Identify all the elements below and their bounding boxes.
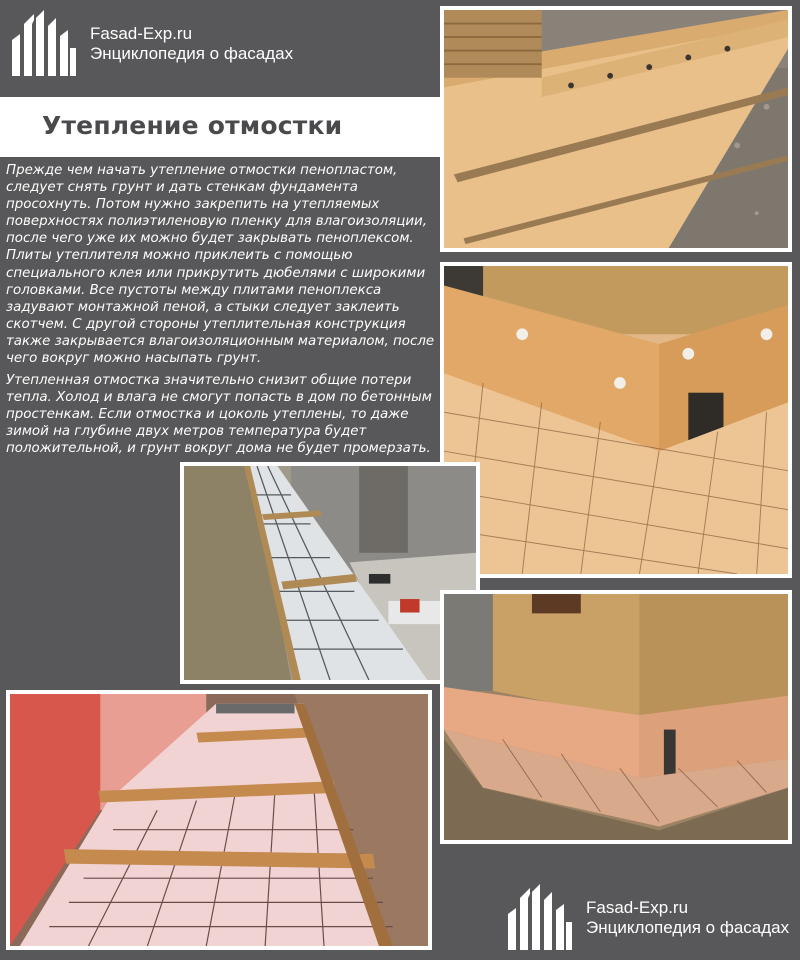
logo-site-name: Fasad-Exp.ru <box>90 24 193 43</box>
paragraph-intro: Прежде чем начать утепление отмостки пенопластом, следует снять грунт и дать стенкам фундамента просохнуть. Потом нужно закрепить на утепляемых поверхностях полиэтиленовую пленку для влагоизоляции, после чего уже их можно будет закрывать пеноплексом. Плиты утеплителя можно приклеить с помощью специального клея или прикрутить дюбелями с широкими головками. Все пустоты между плитами пеноплекса задувают монтажной пеной, а стыки следует заклеить скотчем. С другой стороны утеплительная конструкция также закрывается влагоизоляционным материалом, после чего вокруг можно насыпать грунт. <box>6 163 435 367</box>
header-logo[interactable] <box>8 10 293 78</box>
page-title: Утепление отмостки <box>42 111 343 140</box>
photo-mesh-formwork-path <box>180 462 480 684</box>
title-banner <box>0 97 440 157</box>
photo-pink-wall-mesh-path <box>6 690 432 950</box>
photo-wooden-house-foam-blindarea <box>440 6 792 252</box>
building-logo-icon <box>8 10 80 78</box>
photo-foam-plinth-mesh <box>440 262 792 578</box>
logo-tagline: Энциклопедия о фасадах <box>586 918 790 937</box>
logo-tagline: Энциклопедия о фасадах <box>90 44 294 63</box>
paragraph-benefits: Утепленная отмостка значительно снизит общие потери тепла. Холод и влага не смогут попасть в дом по бетонным простенкам. Если отмостка и цоколь утеплены, то даже зимой на глубине двух метров температура будет положительной, и грунт вокруг дома не будет промерзать. <box>6 373 432 457</box>
logo-site-name: Fasad-Exp.ru <box>586 898 689 917</box>
photo-osb-house-foam-base <box>440 590 792 844</box>
building-logo-icon <box>504 884 576 952</box>
footer-logo[interactable] <box>504 884 789 952</box>
